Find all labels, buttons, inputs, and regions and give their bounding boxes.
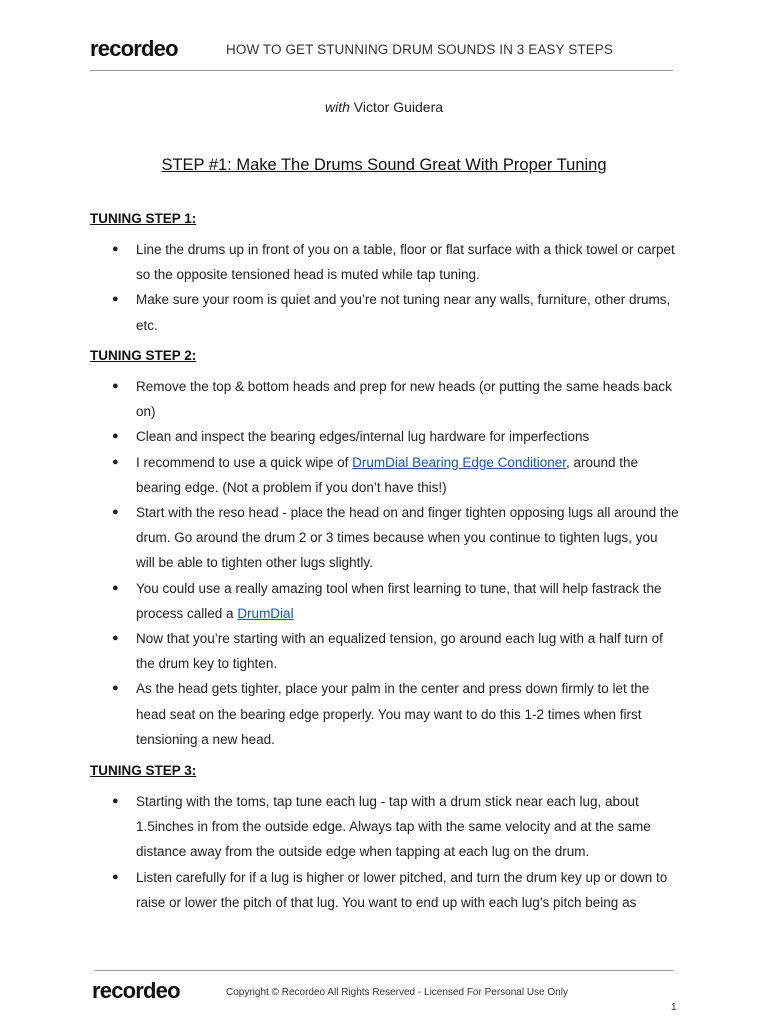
list-item: ● Make sure your room is quiet and you’re not tuning near any walls, furniture, other drums, etc. — [90, 287, 680, 337]
drumdial-conditioner-link[interactable]: DrumDial Bearing Edge Conditioner — [352, 454, 566, 470]
byline — [0, 99, 768, 115]
document-title: HOW TO GET STUNNING DRUM SOUNDS IN 3 EASY STEPS — [226, 42, 614, 57]
header-logo: recordeo — [90, 36, 178, 61]
list-item-text: , around the bearing edge. (Not a problem if you don’t have this!) — [136, 454, 639, 495]
section-title: TUNING STEP 2: — [90, 348, 197, 363]
list-item: ● Remove the top & bottom heads and prep for new heads (or putting the same heads back on) — [90, 374, 680, 424]
list-item: ● As the head gets tighter, place your palm in the center and press down firmly to let the head seat on the bearing edge properly. You may want to do this 1-2 times when first tensioning a new head. — [90, 676, 680, 752]
bullet-list — [90, 374, 680, 752]
list-item: ● Listen carefully for if a lug is higher or lower pitched, and turn the drum key up or down to raise or lower the pitch of that lug. You want to end up with each lug’s pitch being as — [90, 865, 680, 915]
list-item — [90, 450, 680, 500]
copyright-notice: Copyright © Recordeo All Rights Reserved - Licensed For Personal Use Only — [226, 987, 568, 998]
header-divider — [90, 70, 673, 71]
bullet-list — [90, 789, 680, 915]
list-item: ● Now that you’re starting with an equalized tension, go around each lug with a half turn of the drum key to tighten. — [90, 626, 680, 676]
byline-prefix: with — [324, 99, 350, 115]
drumdial-link[interactable]: DrumDial — [237, 605, 294, 621]
list-item-text: I recommend to use a quick wipe of — [136, 454, 353, 470]
list-item: ● Start with the reso head - place the head on and finger tighten opposing lugs all around the drum. Go around the drum 2 or 3 times because when you continue to tighten lugs, you will be able to tighten other lugs slightly. — [90, 500, 680, 576]
section-title: TUNING STEP 1: — [90, 211, 197, 226]
list-item-text: You could use a really amazing tool when first learning to tune, that will help fastrack the process called a — [136, 580, 662, 621]
list-item: ● Clean and inspect the bearing edges/internal lug hardware for imperfections — [90, 424, 680, 449]
list-item: ● Starting with the toms, tap tune each lug - tap with a drum stick near each lug, about 1.5inches in from the outside edge. Always tap with the same velocity and at the same distance away from the outside edge when tapping at each lug on the drum. — [90, 789, 680, 865]
list-item — [90, 576, 680, 626]
footer-logo: recordeo — [92, 978, 180, 1003]
step-heading: STEP #1: Make The Drums Sound Great With Proper Tuning — [161, 156, 607, 174]
bullet-list — [90, 237, 680, 338]
section-title: TUNING STEP 3: — [90, 763, 197, 778]
page-number: 1 — [671, 1002, 677, 1013]
author-name: Victor Guidera — [353, 99, 444, 115]
footer-divider — [95, 970, 673, 971]
list-item: ● Line the drums up in front of you on a table, floor or flat surface with a thick towel or carpet so the opposite tensioned head is muted while tap tuning. — [90, 237, 680, 287]
